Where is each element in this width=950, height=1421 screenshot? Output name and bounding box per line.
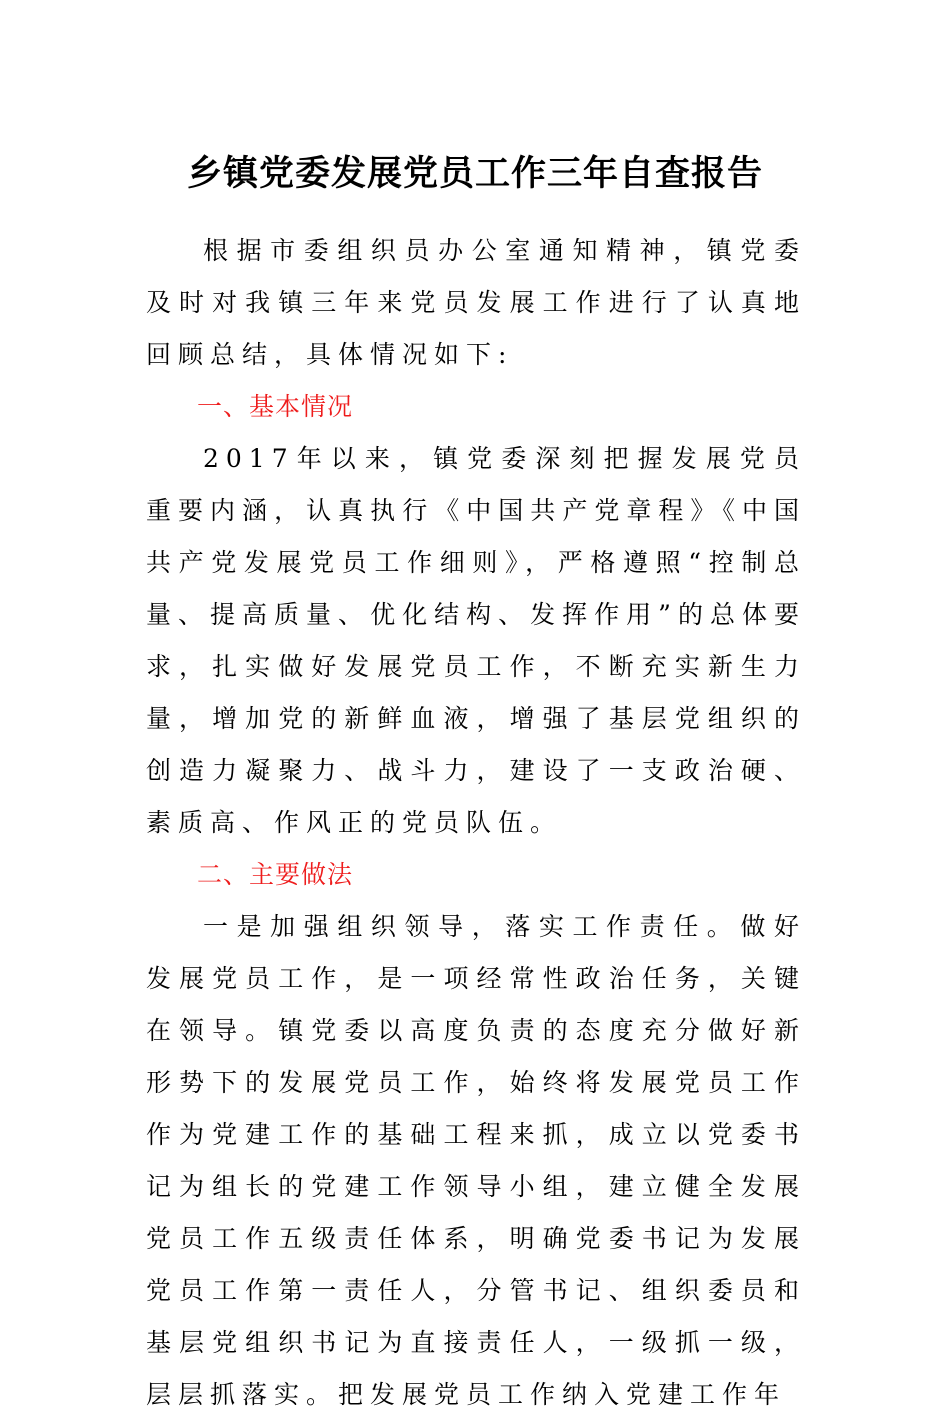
document-title: 乡镇党委发展党员工作三年自查报告	[186, 154, 763, 194]
section-heading-basic-situation: 一、基本情况	[197, 392, 354, 421]
intro-paragraph: 根据市委组织员办公室通知精神，镇党委及时对我镇三年来党员发展工作进行了认真地回顾总结，具体情况如下:	[146, 236, 806, 369]
document-body	[146, 225, 806, 1421]
section-paragraph-main-practices: 一是加强组织领导，落实工作责任。做好发展党员工作，是一项经常性政治任务，关键在领导。镇党委以高度负责的态度充分做好新形势下的发展党员工作，始终将发展党员工作作为党建工作的基础工程来抓，成立以党委书记为组长的党建工作领导小组，建立健全发展党员工作五级责任体系，明确党委书记为发展党员工作第一责任人，分管书记、组织委员和基层党组织书记为直接责任人，一级抓一级，层层抓落实。把发展党员工作纳入党建工作年	[146, 912, 806, 1409]
section-paragraph-basic-situation: 2017年以来，镇党委深刻把握发展党员重要内涵，认真执行《中国共产党章程》《中国共产党发展党员工作细则》，严格遵照“控制总量、提高质量、优化结构、发挥作用”的总体要求，扎实做好发展党员工作，不断充实新生力量，增加党的新鲜血液，增强了基层党组织的创造力凝聚力、战斗力，建设了一支政治硬、素质高、作风正的党员队伍。	[146, 444, 806, 837]
section-heading-main-practices: 二、主要做法	[197, 860, 354, 889]
